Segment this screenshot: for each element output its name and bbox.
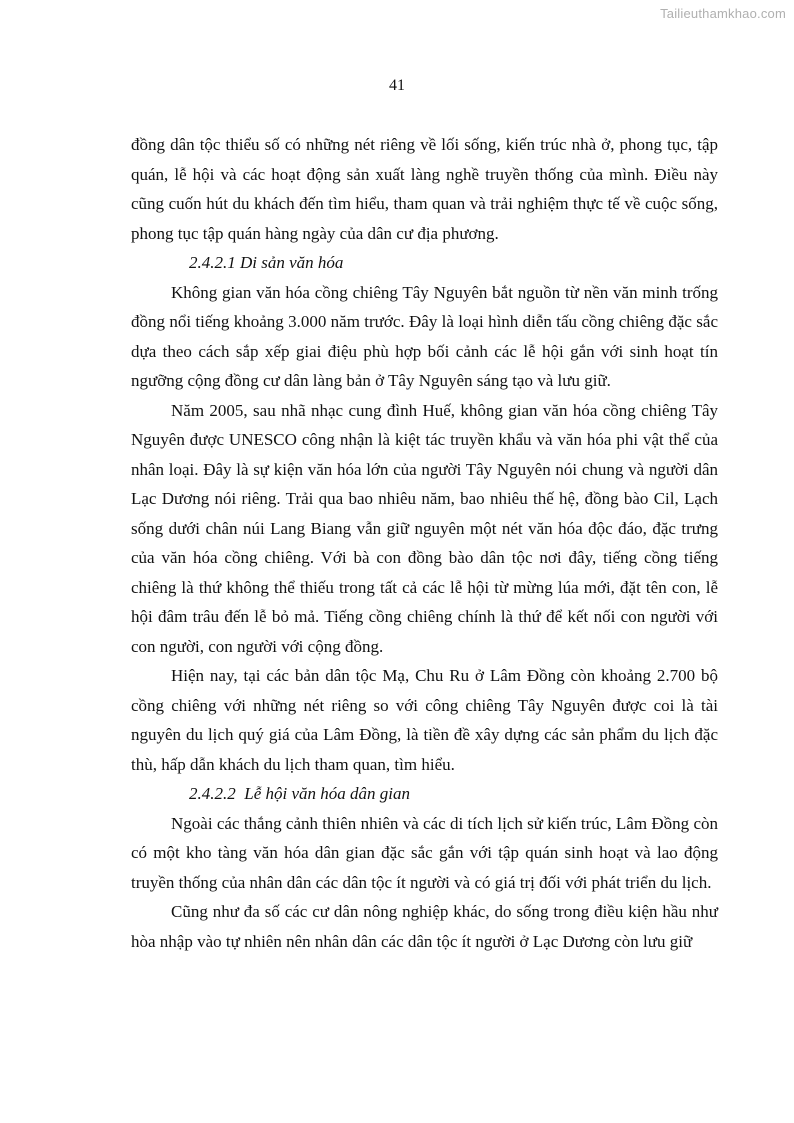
paragraph: Hiện nay, tại các bản dân tộc Mạ, Chu Ru ở Lâm Đồng còn khoảng 2.700 bộ cồng chiêng với những nét riêng so với công chiêng Tây Nguyên được coi là tài nguyên du lịch quý giá của Lâm Đồng, là tiền đề xây dựng các sản phẩm du lịch đặc thù, hấp dẫn khách du lịch tham quan, tìm hiểu.: [131, 666, 718, 774]
paragraph: Ngoài các thắng cảnh thiên nhiên và các di tích lịch sử kiến trúc, Lâm Đồng còn có một kho tàng văn hóa dân gian đặc sắc gắn với tập quán sinh hoạt và lao động truyền thống của nhân dân các dân tộc ít người và có giá trị đối với phát triển du lịch.: [131, 813, 718, 892]
paragraph-intro-continued: đồng dân tộc thiểu số có những nét riêng về lối sống, kiến trúc nhà ở, phong tục, tập quán, lễ hội và các hoạt động sản xuất làng nghề truyền thống của mình. Điều này cũng cuốn hút du khách đến tìm hiểu, tham quan và trải nghiệm thực tế về cuộc sống, phong tục tập quán hàng ngày của dân cư địa phương.: [131, 135, 718, 243]
section-heading-le-hoi-van-hoa-dan-gian: 2.4.2.2 Lễ hội văn hóa dân gian: [189, 784, 410, 803]
watermark-text: Tailieuthamkhao.com: [660, 6, 786, 21]
paragraph: Năm 2005, sau nhã nhạc cung đình Huế, không gian văn hóa cồng chiêng Tây Nguyên được UNESCO công nhận là kiệt tác truyền khẩu và văn hóa phi vật thể của nhân loại. Đây là sự kiện văn hóa lớn của người Tây Nguyên nói chung và người dân Lạc Dương nói riêng. Trải qua bao nhiêu năm, bao nhiêu thế hệ, đồng bào Cil, Lạch sống dưới chân núi Lang Biang vẫn giữ nguyên một nét văn hóa độc đáo, đặc trưng của văn hóa cồng chiêng. Với bà con đồng bào dân tộc nơi đây, tiếng cồng tiếng chiêng là thứ không thể thiếu trong tất cả các lễ hội từ mừng lúa mới, đặt tên con, lễ hội đâm trâu đến lễ bỏ mả. Tiếng cồng chiêng chính là thứ để kết nối con người với con người, con người với cộng đồng.: [131, 400, 718, 656]
document-body: [131, 130, 718, 956]
paragraph: Không gian văn hóa cồng chiêng Tây Nguyên bắt nguồn từ nền văn minh trống đồng nổi tiếng khoảng 3.000 năm trước. Đây là loại hình diễn tấu cồng chiêng đặc sắc dựa theo cách sắp xếp giai điệu phù hợp bối cảnh các lễ hội gắn với sinh hoạt tín ngưỡng cộng đồng cư dân làng bản ở Tây Nguyên sáng tạo và lưu giữ.: [131, 282, 718, 390]
paragraph: Cũng như đa số các cư dân nông nghiệp khác, do sống trong điều kiện hầu như hòa nhập vào tự nhiên nên nhân dân các dân tộc ít người ở Lạc Dương còn lưu giữ: [131, 902, 718, 951]
page-number: 41: [389, 77, 405, 94]
section-heading-di-san-van-hoa: 2.4.2.1 Di sản văn hóa: [189, 253, 344, 272]
